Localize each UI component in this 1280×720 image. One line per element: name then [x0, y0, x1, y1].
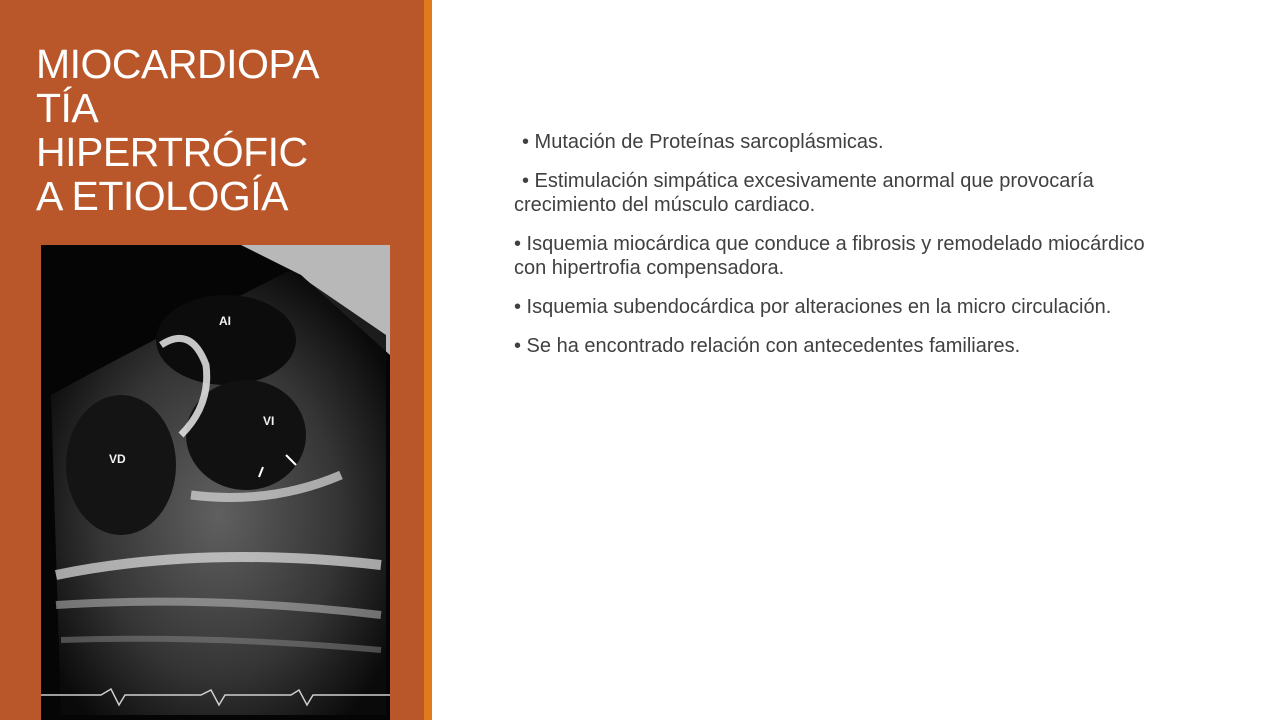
title-panel	[0, 0, 424, 720]
bullet-item: • Mutación de Proteínas sarcoplásmicas.	[522, 131, 884, 153]
echocardiogram-graphic	[41, 245, 390, 720]
label-vd: VD	[109, 452, 126, 466]
bullet-item: • Se ha encontrado relación con antecedentes familiares.	[514, 335, 1021, 357]
bullet-item: • Estimulación simpática excesivamente anormal que provocaría crecimiento del músculo cardiaco.	[514, 170, 1094, 216]
label-vi: VI	[263, 414, 275, 428]
bullet-list	[514, 130, 1174, 373]
slide-title: MIOCARDIOPA TÍA HIPERTRÓFIC A ETIOLOGÍA	[36, 41, 320, 219]
accent-stripe	[424, 0, 432, 720]
bullet-item: • Isquemia miocárdica que conduce a fibrosis y remodelado miocárdico con hipertrofia compensadora.	[514, 233, 1145, 279]
bullet-item: • Isquemia subendocárdica por alteraciones en la micro circulación.	[514, 296, 1112, 318]
label-ai: AI	[219, 314, 231, 328]
echocardiogram-image	[41, 245, 390, 720]
